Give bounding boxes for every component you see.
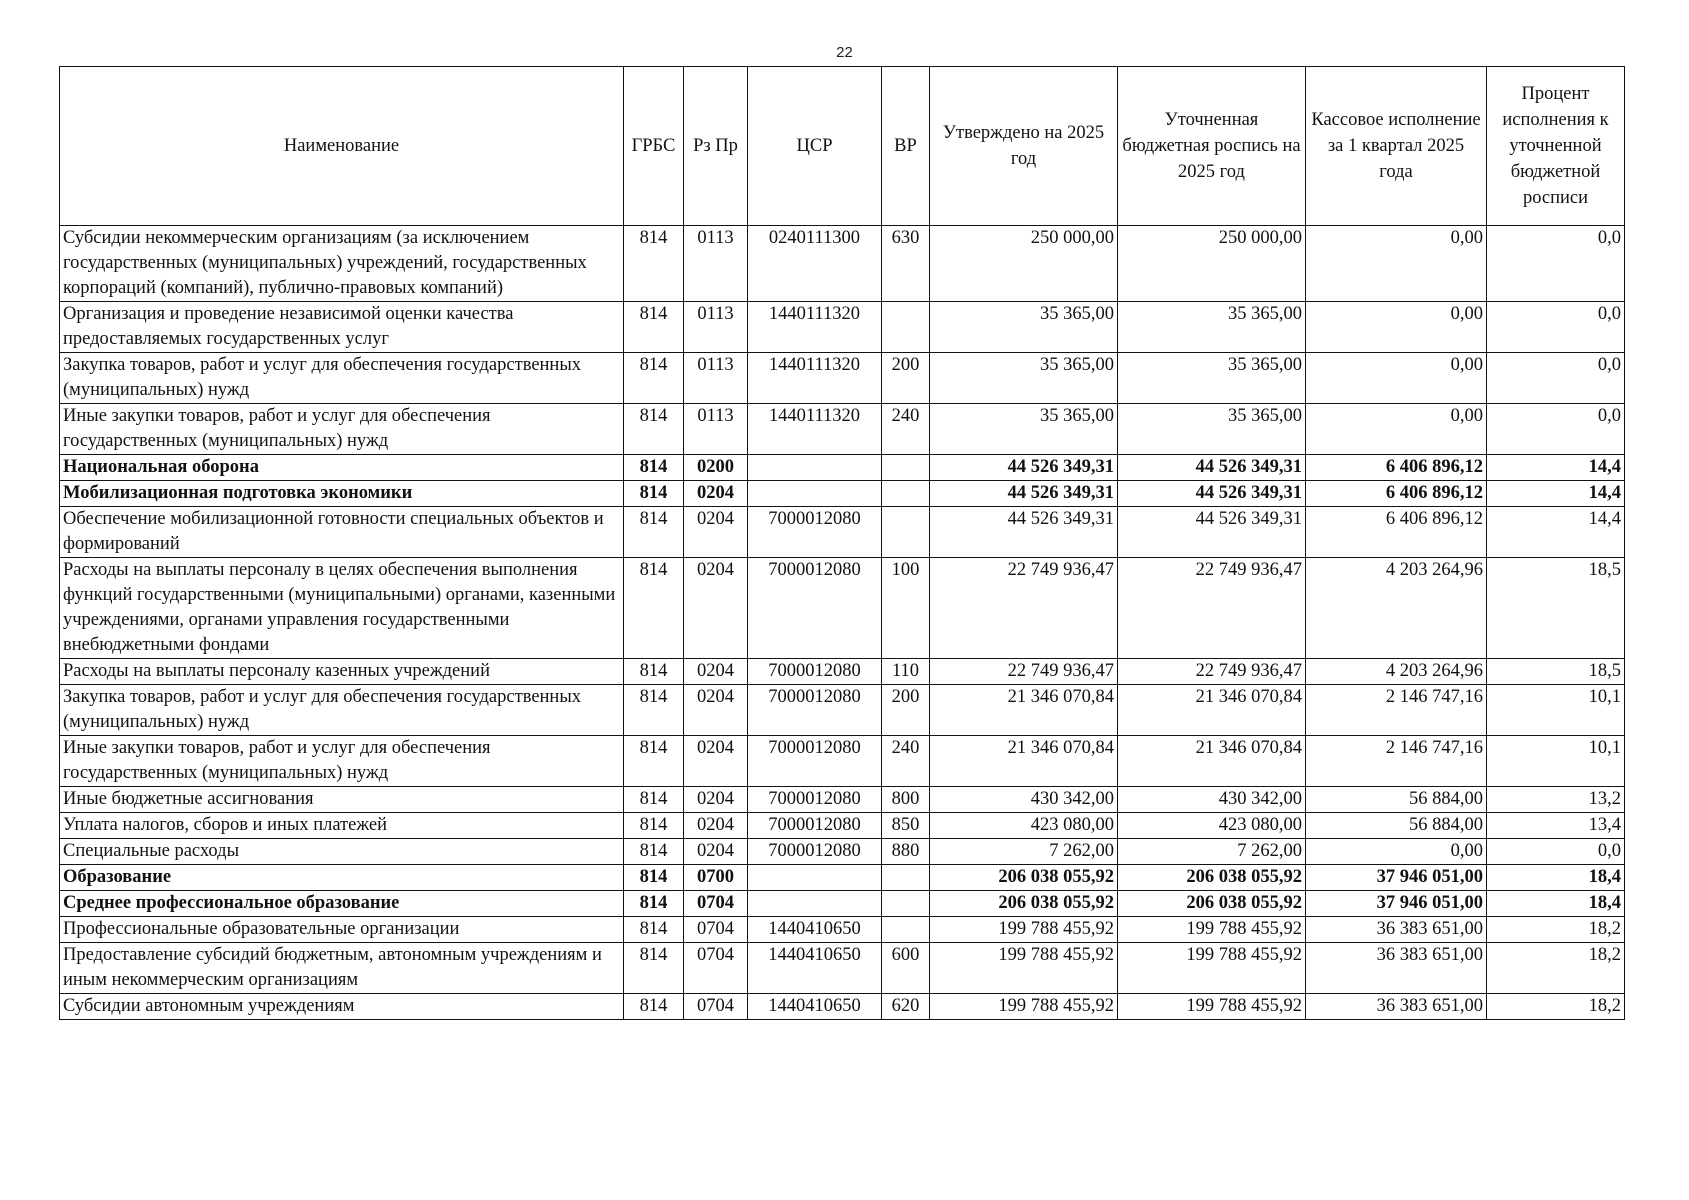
cell-rzpr: 0204	[684, 813, 748, 839]
header-updated: Уточненная бюджетная роспись на 2025 год	[1118, 67, 1306, 226]
cell-cash: 37 946 051,00	[1306, 865, 1487, 891]
cell-vr: 100	[882, 558, 930, 659]
cell-updated: 206 038 055,92	[1118, 865, 1306, 891]
cell-cash: 0,00	[1306, 353, 1487, 404]
page-number: 22	[836, 44, 853, 61]
cell-approved: 44 526 349,31	[930, 481, 1118, 507]
cell-rzpr: 0704	[684, 917, 748, 943]
cell-percent: 0,0	[1487, 839, 1625, 865]
header-grbs: ГРБС	[624, 67, 684, 226]
cell-percent: 0,0	[1487, 404, 1625, 455]
cell-rzpr: 0200	[684, 455, 748, 481]
table-row	[60, 865, 1625, 891]
cell-name: Субсидии некоммерческим организациям (за исключением государственных (муниципальных) учреждений, государственных корпораций (компаний), публично-правовых компаний)	[60, 226, 624, 302]
cell-cash: 6 406 896,12	[1306, 455, 1487, 481]
cell-csr: 7000012080	[748, 813, 882, 839]
cell-updated: 199 788 455,92	[1118, 943, 1306, 994]
cell-percent: 13,4	[1487, 813, 1625, 839]
cell-percent: 14,4	[1487, 455, 1625, 481]
cell-updated: 22 749 936,47	[1118, 659, 1306, 685]
cell-percent: 18,4	[1487, 865, 1625, 891]
cell-approved: 35 365,00	[930, 404, 1118, 455]
cell-percent: 18,2	[1487, 994, 1625, 1020]
cell-csr	[748, 481, 882, 507]
header-approved: Утверждено на 2025 год	[930, 67, 1118, 226]
cell-name: Образование	[60, 865, 624, 891]
cell-name: Профессиональные образовательные организации	[60, 917, 624, 943]
cell-percent: 0,0	[1487, 353, 1625, 404]
cell-vr	[882, 455, 930, 481]
cell-cash: 36 383 651,00	[1306, 994, 1487, 1020]
cell-updated: 199 788 455,92	[1118, 917, 1306, 943]
table-row	[60, 787, 1625, 813]
cell-cash: 37 946 051,00	[1306, 891, 1487, 917]
cell-cash: 6 406 896,12	[1306, 481, 1487, 507]
cell-percent: 18,5	[1487, 558, 1625, 659]
cell-updated: 44 526 349,31	[1118, 481, 1306, 507]
table-row	[60, 917, 1625, 943]
cell-rzpr: 0204	[684, 558, 748, 659]
cell-name: Организация и проведение независимой оценки качества предоставляемых государственных услуг	[60, 302, 624, 353]
cell-updated: 35 365,00	[1118, 353, 1306, 404]
cell-csr: 7000012080	[748, 736, 882, 787]
cell-grbs: 814	[624, 685, 684, 736]
table-row	[60, 507, 1625, 558]
cell-rzpr: 0113	[684, 353, 748, 404]
cell-percent: 10,1	[1487, 685, 1625, 736]
header-vr: ВР	[882, 67, 930, 226]
cell-grbs: 814	[624, 813, 684, 839]
cell-name: Уплата налогов, сборов и иных платежей	[60, 813, 624, 839]
cell-updated: 423 080,00	[1118, 813, 1306, 839]
cell-approved: 44 526 349,31	[930, 455, 1118, 481]
cell-updated: 21 346 070,84	[1118, 736, 1306, 787]
cell-name: Закупка товаров, работ и услуг для обеспечения государственных (муниципальных) нужд	[60, 685, 624, 736]
cell-approved: 206 038 055,92	[930, 891, 1118, 917]
cell-rzpr: 0113	[684, 226, 748, 302]
cell-updated: 35 365,00	[1118, 302, 1306, 353]
cell-rzpr: 0204	[684, 685, 748, 736]
cell-approved: 35 365,00	[930, 353, 1118, 404]
cell-vr: 600	[882, 943, 930, 994]
cell-updated: 44 526 349,31	[1118, 507, 1306, 558]
cell-percent: 18,4	[1487, 891, 1625, 917]
cell-approved: 206 038 055,92	[930, 865, 1118, 891]
table-row	[60, 685, 1625, 736]
table-body	[60, 226, 1625, 1020]
cell-cash: 0,00	[1306, 302, 1487, 353]
cell-rzpr: 0204	[684, 787, 748, 813]
cell-vr	[882, 865, 930, 891]
cell-grbs: 814	[624, 865, 684, 891]
cell-updated: 21 346 070,84	[1118, 685, 1306, 736]
cell-csr: 1440111320	[748, 404, 882, 455]
cell-updated: 250 000,00	[1118, 226, 1306, 302]
table-row	[60, 943, 1625, 994]
cell-percent: 18,5	[1487, 659, 1625, 685]
cell-name: Среднее профессиональное образование	[60, 891, 624, 917]
cell-approved: 22 749 936,47	[930, 659, 1118, 685]
cell-rzpr: 0704	[684, 994, 748, 1020]
cell-grbs: 814	[624, 404, 684, 455]
table-row	[60, 839, 1625, 865]
cell-grbs: 814	[624, 839, 684, 865]
cell-cash: 56 884,00	[1306, 813, 1487, 839]
table-row	[60, 558, 1625, 659]
cell-percent: 18,2	[1487, 917, 1625, 943]
cell-vr: 850	[882, 813, 930, 839]
cell-approved: 423 080,00	[930, 813, 1118, 839]
cell-grbs: 814	[624, 302, 684, 353]
header-rzpr: Рз Пр	[684, 67, 748, 226]
cell-name: Субсидии автономным учреждениям	[60, 994, 624, 1020]
cell-updated: 206 038 055,92	[1118, 891, 1306, 917]
cell-cash: 2 146 747,16	[1306, 736, 1487, 787]
table-row	[60, 481, 1625, 507]
cell-grbs: 814	[624, 353, 684, 404]
cell-grbs: 814	[624, 787, 684, 813]
cell-rzpr: 0204	[684, 736, 748, 787]
cell-csr	[748, 455, 882, 481]
cell-name: Расходы на выплаты персоналу казенных учреждений	[60, 659, 624, 685]
cell-rzpr: 0113	[684, 302, 748, 353]
cell-vr: 110	[882, 659, 930, 685]
table-row	[60, 736, 1625, 787]
cell-csr: 7000012080	[748, 685, 882, 736]
cell-grbs: 814	[624, 891, 684, 917]
cell-vr	[882, 481, 930, 507]
cell-name: Закупка товаров, работ и услуг для обеспечения государственных (муниципальных) нужд	[60, 353, 624, 404]
cell-approved: 22 749 936,47	[930, 558, 1118, 659]
table-row	[60, 891, 1625, 917]
cell-csr: 1440410650	[748, 943, 882, 994]
cell-rzpr: 0204	[684, 481, 748, 507]
cell-updated: 7 262,00	[1118, 839, 1306, 865]
cell-approved: 199 788 455,92	[930, 943, 1118, 994]
cell-grbs: 814	[624, 994, 684, 1020]
table-header-row	[60, 67, 1625, 226]
cell-percent: 0,0	[1487, 226, 1625, 302]
cell-updated: 35 365,00	[1118, 404, 1306, 455]
cell-grbs: 814	[624, 736, 684, 787]
cell-cash: 6 406 896,12	[1306, 507, 1487, 558]
cell-grbs: 814	[624, 507, 684, 558]
cell-cash: 36 383 651,00	[1306, 943, 1487, 994]
cell-approved: 199 788 455,92	[930, 994, 1118, 1020]
cell-approved: 7 262,00	[930, 839, 1118, 865]
table-row	[60, 302, 1625, 353]
cell-csr: 1440111320	[748, 302, 882, 353]
cell-csr: 7000012080	[748, 558, 882, 659]
cell-vr: 630	[882, 226, 930, 302]
cell-approved: 21 346 070,84	[930, 685, 1118, 736]
cell-csr: 7000012080	[748, 787, 882, 813]
cell-cash: 4 203 264,96	[1306, 558, 1487, 659]
table-row	[60, 404, 1625, 455]
cell-vr	[882, 891, 930, 917]
cell-name: Расходы на выплаты персоналу в целях обеспечения выполнения функций государственными (муниципальными) органами, казенными учреждениями, органами управления государственными внебюджетными фондами	[60, 558, 624, 659]
cell-name: Иные бюджетные ассигнования	[60, 787, 624, 813]
cell-name: Специальные расходы	[60, 839, 624, 865]
table-row	[60, 994, 1625, 1020]
cell-vr: 200	[882, 685, 930, 736]
cell-grbs: 814	[624, 558, 684, 659]
table-row	[60, 659, 1625, 685]
header-percent: Процент исполнения к уточненной бюджетной росписи	[1487, 67, 1625, 226]
cell-cash: 0,00	[1306, 839, 1487, 865]
cell-grbs: 814	[624, 226, 684, 302]
cell-grbs: 814	[624, 659, 684, 685]
cell-name: Иные закупки товаров, работ и услуг для обеспечения государственных (муниципальных) нужд	[60, 404, 624, 455]
cell-rzpr: 0113	[684, 404, 748, 455]
cell-vr: 620	[882, 994, 930, 1020]
cell-updated: 44 526 349,31	[1118, 455, 1306, 481]
cell-percent: 14,4	[1487, 481, 1625, 507]
cell-csr	[748, 865, 882, 891]
cell-rzpr: 0704	[684, 943, 748, 994]
cell-approved: 430 342,00	[930, 787, 1118, 813]
cell-updated: 22 749 936,47	[1118, 558, 1306, 659]
cell-percent: 18,2	[1487, 943, 1625, 994]
cell-cash: 2 146 747,16	[1306, 685, 1487, 736]
cell-approved: 250 000,00	[930, 226, 1118, 302]
cell-vr: 800	[882, 787, 930, 813]
cell-cash: 4 203 264,96	[1306, 659, 1487, 685]
cell-csr: 7000012080	[748, 659, 882, 685]
header-cash: Кассовое исполнение за 1 квартал 2025 года	[1306, 67, 1487, 226]
cell-rzpr: 0204	[684, 659, 748, 685]
header-csr: ЦСР	[748, 67, 882, 226]
cell-csr: 7000012080	[748, 507, 882, 558]
cell-csr: 1440410650	[748, 994, 882, 1020]
table-row	[60, 353, 1625, 404]
cell-vr: 880	[882, 839, 930, 865]
cell-rzpr: 0704	[684, 891, 748, 917]
cell-percent: 14,4	[1487, 507, 1625, 558]
cell-csr: 1440111320	[748, 353, 882, 404]
cell-approved: 21 346 070,84	[930, 736, 1118, 787]
cell-approved: 44 526 349,31	[930, 507, 1118, 558]
cell-percent: 0,0	[1487, 302, 1625, 353]
cell-rzpr: 0204	[684, 507, 748, 558]
cell-csr: 7000012080	[748, 839, 882, 865]
cell-csr: 1440410650	[748, 917, 882, 943]
cell-name: Обеспечение мобилизационной готовности специальных объектов и формирований	[60, 507, 624, 558]
cell-name: Иные закупки товаров, работ и услуг для обеспечения государственных (муниципальных) нужд	[60, 736, 624, 787]
cell-updated: 199 788 455,92	[1118, 994, 1306, 1020]
cell-cash: 0,00	[1306, 226, 1487, 302]
cell-name: Национальная оборона	[60, 455, 624, 481]
cell-vr: 240	[882, 404, 930, 455]
cell-percent: 13,2	[1487, 787, 1625, 813]
cell-vr: 200	[882, 353, 930, 404]
cell-rzpr: 0204	[684, 839, 748, 865]
cell-cash: 36 383 651,00	[1306, 917, 1487, 943]
cell-csr: 0240111300	[748, 226, 882, 302]
cell-grbs: 814	[624, 481, 684, 507]
cell-percent: 10,1	[1487, 736, 1625, 787]
cell-updated: 430 342,00	[1118, 787, 1306, 813]
cell-cash: 0,00	[1306, 404, 1487, 455]
header-name: Наименование	[60, 67, 624, 226]
cell-approved: 35 365,00	[930, 302, 1118, 353]
table-row	[60, 455, 1625, 481]
cell-vr	[882, 507, 930, 558]
table-row	[60, 813, 1625, 839]
cell-name: Мобилизационная подготовка экономики	[60, 481, 624, 507]
cell-approved: 199 788 455,92	[930, 917, 1118, 943]
table-row	[60, 226, 1625, 302]
cell-grbs: 814	[624, 455, 684, 481]
cell-vr	[882, 302, 930, 353]
cell-cash: 56 884,00	[1306, 787, 1487, 813]
cell-name: Предоставление субсидий бюджетным, автономным учреждениям и иным некоммерческим организациям	[60, 943, 624, 994]
cell-csr	[748, 891, 882, 917]
cell-grbs: 814	[624, 943, 684, 994]
cell-vr	[882, 917, 930, 943]
cell-rzpr: 0700	[684, 865, 748, 891]
cell-vr: 240	[882, 736, 930, 787]
budget-table	[59, 66, 1625, 1020]
cell-grbs: 814	[624, 917, 684, 943]
